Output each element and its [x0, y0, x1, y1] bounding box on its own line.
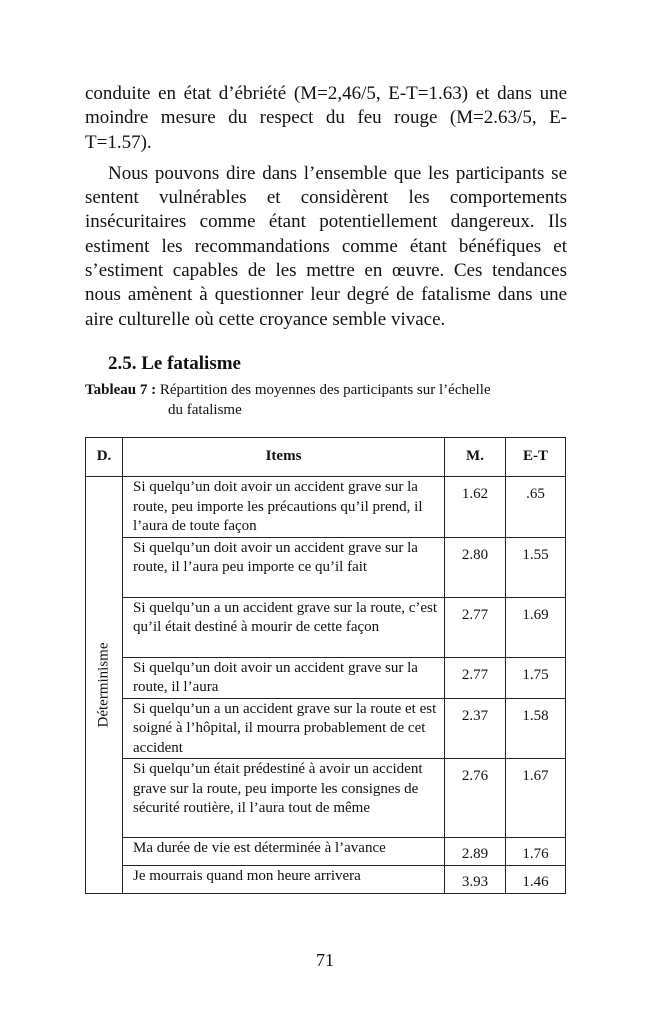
item-cell: Si quelqu’un doit avoir un accident grave sur la route, peu importe les précautions qu’il prend, il l’aura de toute façon [123, 477, 445, 538]
mean-cell: 1.62 [445, 477, 506, 538]
table-header-row [86, 438, 566, 477]
dimension-label: Déterminisme [95, 642, 112, 728]
item-cell: Si quelqu’un doit avoir un accident grave sur la route, il l’aura peu importe ce qu’il fait [123, 537, 445, 597]
caption-text-cont: du fatalisme [168, 401, 242, 418]
header-sd: E-T [506, 438, 566, 477]
mean-cell: 2.76 [445, 759, 506, 838]
sd-cell: .65 [506, 477, 566, 538]
table-row [86, 838, 566, 866]
table-caption [85, 380, 567, 420]
paragraph: Nous pouvons dire dans l’ensemble que les participants se sentent vulnérables et considèrent les comportements insécuritaires comme étant potentiellement dangereux. Ils estiment les recommandations comme étant bénéfiques et s’estiment capables de les mettre en œuvre. Ces tendances nous amènent à questionner leur degré de fatalisme dans une aire culturelle où cette croyance semble vivace. [85, 162, 567, 330]
sd-cell: 1.46 [506, 866, 566, 894]
table-row [86, 537, 566, 597]
sd-cell: 1.75 [506, 657, 566, 698]
sd-cell: 1.67 [506, 759, 566, 838]
caption-text: Répartition des moyennes des participants sur l’échelle [156, 381, 491, 398]
caption-label: Tableau 7 : [85, 381, 157, 398]
section-title: 2.5. Le fatalisme [108, 352, 241, 374]
item-cell: Ma durée de vie est déterminée à l’avance [123, 838, 445, 866]
header-dimension: D. [86, 438, 123, 477]
table-row [86, 698, 566, 759]
header-items: Items [123, 438, 445, 477]
item-cell: Si quelqu’un doit avoir un accident grave sur la route, il l’aura [123, 657, 445, 698]
paragraph: conduite en état d’ébriété (M=2,46/5, E-T=1.63) et dans une moindre mesure du respect du feu rouge (M=2.63/5, E-T=1.57). [85, 83, 567, 153]
dimension-cell [86, 477, 123, 894]
table-row [86, 866, 566, 894]
page-number: 71 [316, 950, 334, 970]
table-row [86, 759, 566, 838]
mean-cell: 2.37 [445, 698, 506, 759]
sd-cell: 1.55 [506, 537, 566, 597]
sd-cell: 1.76 [506, 838, 566, 866]
item-cell: Je mourrais quand mon heure arrivera [123, 866, 445, 894]
mean-cell: 2.77 [445, 657, 506, 698]
mean-cell: 2.77 [445, 597, 506, 657]
sd-cell: 1.58 [506, 698, 566, 759]
mean-cell: 3.93 [445, 866, 506, 894]
page-body [85, 82, 567, 420]
mean-cell: 2.89 [445, 838, 506, 866]
item-cell: Si quelqu’un était prédestiné à avoir un accident grave sur la route, peu importe les consignes de sécurité routière, il l’aura tout de même [123, 759, 445, 838]
mean-cell: 2.80 [445, 537, 506, 597]
table-row [86, 477, 566, 538]
table-row [86, 597, 566, 657]
item-cell: Si quelqu’un a un accident grave sur la route et est soigné à l’hôpital, il mourra probablement de cet accident [123, 698, 445, 759]
table-row [86, 657, 566, 698]
header-mean: M. [445, 438, 506, 477]
item-cell: Si quelqu’un a un accident grave sur la route, c’est qu’il était destiné à mourir de cette façon [123, 597, 445, 657]
sd-cell: 1.69 [506, 597, 566, 657]
fatalism-table [85, 437, 566, 894]
